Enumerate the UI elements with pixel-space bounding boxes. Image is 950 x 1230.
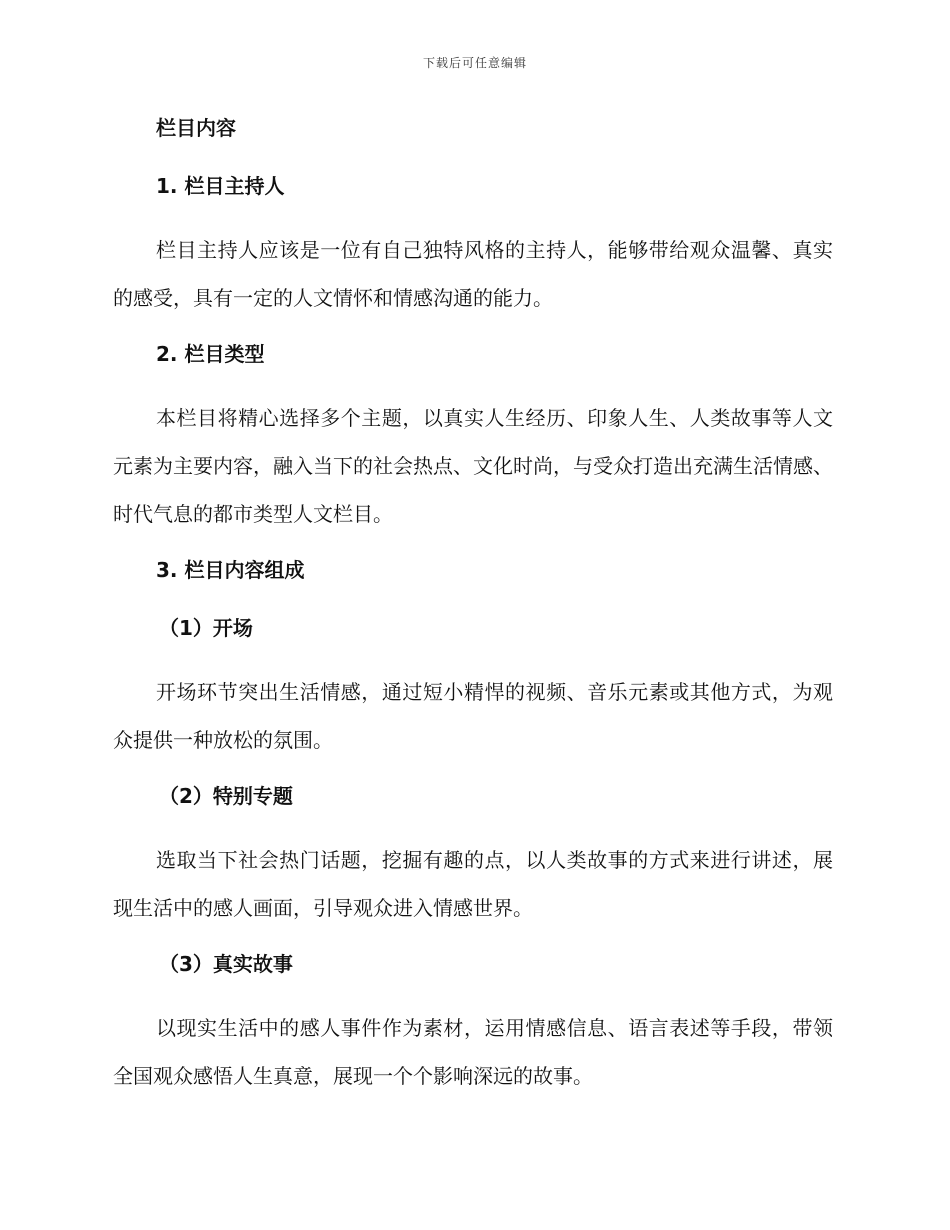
paragraph-opening: 开场环节突出生活情感，通过短小精悍的视频、音乐元素或其他方式，为观众提供一种放松的氛围。 [113,680,833,752]
heading-composition: 3. 栏目内容组成 [156,558,305,582]
heading-host: 1. 栏目主持人 [156,174,285,198]
heading-type: 2. 栏目类型 [156,342,265,366]
heading-special-topic: （2）特别专题 [159,784,293,808]
section-title: 栏目内容 [156,116,236,140]
paragraph-true-story: 以现实生活中的感人事件作为素材，运用情感信息、语言表述等手段，带领全国观众感悟人生真意，展现一个个影响深远的故事。 [113,1016,833,1088]
paragraph-host: 栏目主持人应该是一位有自己独特风格的主持人，能够带给观众温馨、真实的感受，具有一定的人文情怀和情感沟通的能力。 [113,238,833,310]
paragraph-special-topic: 选取当下社会热门话题，挖掘有趣的点，以人类故事的方式来进行讲述，展现生活中的感人画面，引导观众进入情感世界。 [113,848,833,920]
paragraph-type: 本栏目将精心选择多个主题，以真实人生经历、印象人生、人类故事等人文元素为主要内容，融入当下的社会热点、文化时尚，与受众打造出充满生活情感、时代气息的都市类型人文栏目。 [113,406,833,526]
heading-opening: （1）开场 [159,616,253,640]
document-body [113,110,833,1114]
heading-true-story: （3）真实故事 [159,952,293,976]
page-header-note: 下载后可任意编辑 [422,56,527,70]
